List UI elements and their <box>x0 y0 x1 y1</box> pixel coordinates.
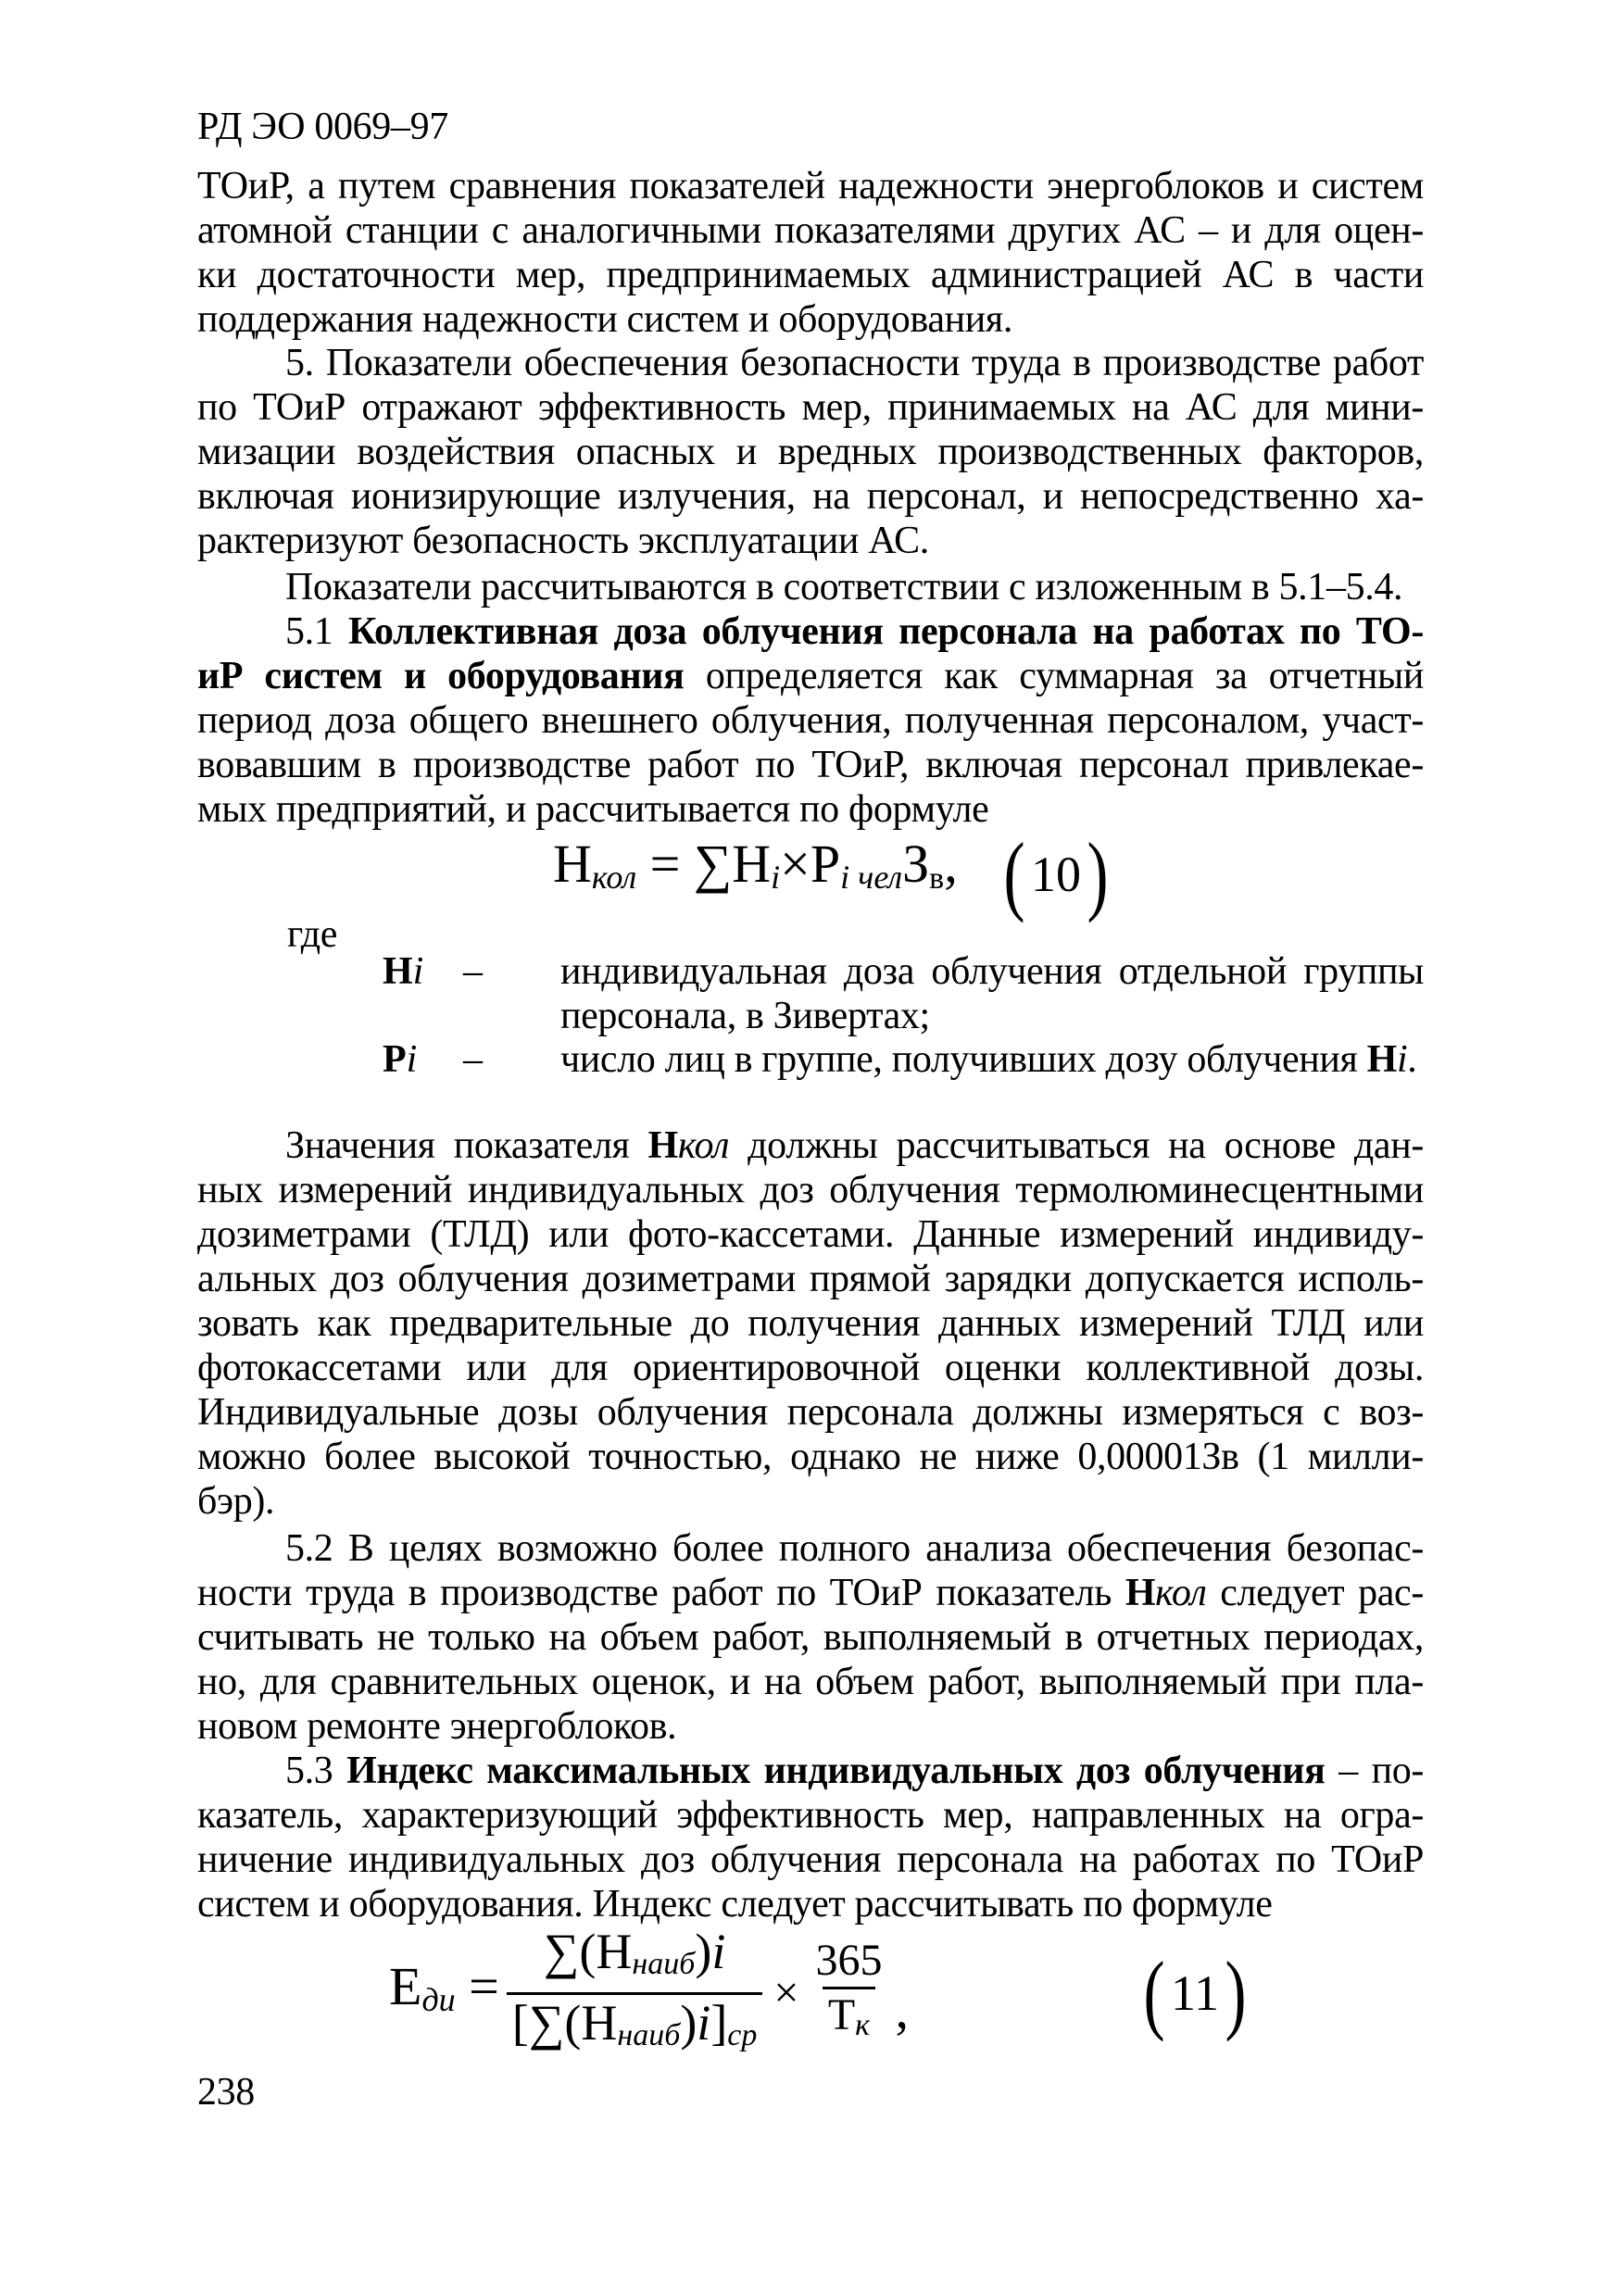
body-line: мых предприятий, и рассчитывается по формуле <box>197 788 989 831</box>
body-line: индивидуальная доза облучения отдельной группы <box>560 950 1424 993</box>
paragraph-section-5-1 <box>197 609 1424 832</box>
body-line: бэр). <box>197 1480 275 1523</box>
body-line: мизации воздействия опасных и вредных производственных факторов, <box>197 431 1424 473</box>
page-number: 238 <box>197 2071 255 2114</box>
definition-dash: – <box>463 1038 483 1081</box>
definition-term: Рi <box>383 1038 418 1081</box>
body-line: систем и оборудования. Индекс следует рассчитывать по формуле <box>197 1883 1273 1926</box>
definition-term: Нi <box>383 950 424 993</box>
doc-code: РД ЭО 0069–97 <box>197 106 448 148</box>
where-label: где <box>287 913 338 956</box>
paragraph-section-5-3 <box>197 1749 1424 1926</box>
body-line: новом ремонте энергоблоков. <box>197 1705 677 1748</box>
body-line: казатель, характеризующий эффективность мер, направленных на огра- <box>197 1794 1424 1837</box>
times-symbol: × <box>780 834 810 894</box>
body-line: Индивидуальные дозы облучения персонала должны измеряться с воз- <box>197 1391 1424 1434</box>
body-line: ничение индивидуальных доз облучения персонала на работах по ТОиР <box>197 1838 1424 1881</box>
equation-number-11: ( 11 ) <box>1143 1943 1247 2042</box>
body-line: по ТОиР отражают эффективность мер, принимаемых на АС для мини- <box>197 386 1424 429</box>
section-title-bold: иР систем и оборудования <box>197 655 685 697</box>
equation-number-10: ( 10 ) <box>1003 824 1109 923</box>
body-line: зовать как предварительные до получения данных измерений ТЛД или <box>197 1302 1424 1345</box>
body-line: 5. Показатели обеспечения безопасности труда в производстве работ <box>285 342 1424 384</box>
body-line: альных доз облучения дозиметрами прямой зарядки допускается исполь- <box>197 1258 1424 1300</box>
body-line: иР систем и оборудования определяется как суммарная за отчетный <box>197 655 1424 697</box>
body-line: ки достаточности мер, предпринимаемых администрацией АС в части <box>197 254 1424 296</box>
body-line: ных измерений индивидуальных доз облучения термолюминесцентными <box>197 1169 1424 1211</box>
definition-description <box>560 1037 1424 1082</box>
body-line: период доза общего внешнего облучения, полученная персоналом, участ- <box>197 699 1424 742</box>
body-line: рактеризуют безопасность эксплуатации АС. <box>197 520 929 562</box>
formula-11: Еди = $\frac{\text{∑(Ннаиб)i}}{\text{[∑(Ннаиб)i]ср}}$ × $\frac{365}{Тк}$ , <box>389 1936 909 2051</box>
body-line: 5.3 Индекс максимальных индивидуальных доз облучения – по- <box>285 1750 1424 1792</box>
paragraph-intro-5-1-5-4 <box>197 565 1424 609</box>
body-line: можно более высокой точностью, однако не ниже 0,00001Зв (1 милли- <box>197 1436 1424 1478</box>
body-line: Значения показателя Нкол должны рассчитываться на основе дан- <box>285 1124 1424 1167</box>
times-symbol: × <box>773 1968 799 2017</box>
paragraph-values <box>197 1123 1424 1524</box>
sum-symbol: ∑ <box>693 834 733 894</box>
fraction-doses: $\frac{\text{∑(Ннаиб)i}}{\text{[∑(Ннаиб)i]ср}}$ <box>507 1924 763 2064</box>
body-line: Показатели рассчитываются в соответствии с изложенным в 5.1–5.4. <box>285 566 1403 609</box>
body-line: но, для сравнительных оценок, и на объем работ, выполняемый при пла- <box>197 1661 1424 1703</box>
header <box>197 105 1424 149</box>
body-line: фотокассетами или для ориентировочной оценки коллективной дозы. <box>197 1347 1424 1389</box>
body-line: 5.2 В целях возможно более полного анализа обеспечения безопас- <box>285 1527 1424 1570</box>
fraction-days: $\frac{365}{Тк}$ <box>810 1935 887 2051</box>
body-line: персонала, в Зивертах; <box>560 995 930 1037</box>
body-line: дозиметрами (ТЛД) или фото-кассетами. Данные измерений индивиду- <box>197 1213 1424 1256</box>
where-label-block <box>287 912 472 957</box>
definition-description <box>560 949 1424 1038</box>
paragraph-section-5-2 <box>197 1526 1424 1749</box>
section-number: 5.1 <box>285 610 348 653</box>
section-number: 5.3 <box>285 1750 347 1792</box>
body-line: атомной станции с аналогичными показателями других АС – и для оцен- <box>197 209 1424 252</box>
body-line: число лиц в группе, получивших дозу облучения Нi. <box>560 1038 1417 1081</box>
body-line: поддержания надежности систем и оборудования. <box>197 298 1013 341</box>
section-title-bold: Коллективная доза облучения персонала на работах по ТО- <box>347 610 1425 653</box>
body-line: считывать не только на объем работ, выполняемый в отчетных периодах, <box>197 1616 1424 1659</box>
paragraph-section-5 <box>197 341 1424 563</box>
formula-10: Нкол = ∑Нi×Рi челЗв, <box>553 834 958 896</box>
body-line: ТОиР, а путем сравнения показателей надежности энергоблоков и систем <box>197 165 1424 207</box>
page-number-block <box>197 2070 383 2114</box>
body-line <box>197 609 1424 654</box>
paragraph-1 <box>197 164 1424 342</box>
definition-dash: – <box>463 950 483 993</box>
body-line: включая ионизирующие излучения, на персонал, и непосредственно ха- <box>197 475 1424 518</box>
section-title-bold: Индекс максимальных индивидуальных доз облучения <box>346 1750 1326 1792</box>
body-line: вовавшим в производстве работ по ТОиР, включая персонал привлекае- <box>197 744 1424 786</box>
body-line: ности труда в производстве работ по ТОиР показатель Нкол следует рас- <box>197 1572 1424 1614</box>
